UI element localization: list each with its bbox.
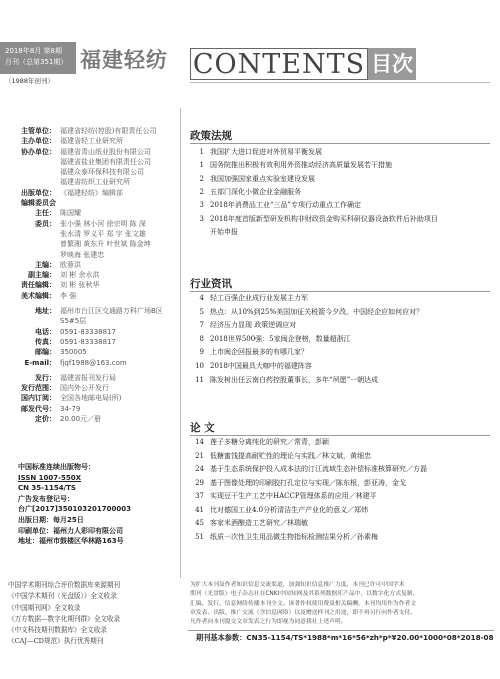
issn: ISSN 1007-550X <box>18 473 82 482</box>
toc-page-number: 1 <box>199 148 204 156</box>
info-label: 电话： <box>35 327 56 336</box>
info-label: 委员： <box>35 219 56 228</box>
distribution-row <box>0 393 182 403</box>
info-row <box>0 157 182 167</box>
contact-row <box>0 327 182 337</box>
publish-date: 出版日期：每月25日 <box>18 515 84 524</box>
distribution-row <box>0 404 182 414</box>
info-row <box>0 291 182 301</box>
info-value: fjqf1988@163.com <box>60 358 127 367</box>
contact-row <box>0 306 182 316</box>
info-value: 李 强 <box>60 291 77 300</box>
toc-page-number: 21 <box>195 451 204 460</box>
toc-page-number: 45 <box>195 519 204 527</box>
toc-title: 纸质一次性卫生用品微生物指标检测结果分析／孙素梅 <box>210 532 378 541</box>
column-divider <box>180 108 181 578</box>
info-value: 《福建轻纺》编辑部 <box>60 188 123 197</box>
info-value: 34-79 <box>60 404 81 413</box>
toc-title: 上市闽企回报最多的有哪几家？ <box>210 348 308 357</box>
info-label: 定价： <box>35 415 56 424</box>
toc-page-number: 11 <box>195 375 204 384</box>
info-label: 邮编： <box>35 348 56 357</box>
toc-page-number: 10 <box>195 362 204 370</box>
info-row <box>0 260 182 270</box>
info-value: 全国各地邮电局(所) <box>60 394 122 403</box>
toc-title: 2018年消费品工业“三品”专项行动重点工作确定 <box>210 201 361 210</box>
ad-registration-number: 台广[2017]350103201700003 <box>18 505 131 514</box>
notice-line: 汇编、发行、信息网络传播本刊全文。该著作权使用费及相关稿酬，本刊均用作为作者文 <box>190 600 417 607</box>
toc-entry[interactable] <box>190 292 308 306</box>
toc-entry[interactable] <box>190 226 238 240</box>
info-row <box>0 208 182 218</box>
toc-title: 低糖蜜饯提高耐贮性的理论与实践／林文斌，黄细忠 <box>210 451 371 460</box>
toc-page-number: 29 <box>195 478 204 487</box>
info-value: 刘 彬 余水洪 <box>60 271 100 280</box>
info-label: 地址： <box>35 307 56 316</box>
contact-row <box>0 316 182 326</box>
distribution-row <box>0 383 182 393</box>
info-label <box>0 157 56 167</box>
toc-title: 2018中国最具大咖中的福建阵容 <box>210 362 312 370</box>
info-label: 发行： <box>35 373 56 382</box>
toc-entry[interactable] <box>190 531 378 545</box>
section-title-policy: 政策法规 <box>190 130 232 142</box>
issue-box <box>0 42 76 74</box>
toc-page-number: 41 <box>195 505 204 514</box>
info-row <box>0 177 182 187</box>
section-title-papers: 论 文 <box>190 422 215 434</box>
indexing-item: 中国学术期刊综合评价数据库来源期刊 <box>8 581 121 589</box>
toc-entry[interactable] <box>190 319 296 333</box>
info-label: 主任： <box>35 209 56 218</box>
info-label <box>0 229 56 239</box>
info-label: 发行范围： <box>21 384 56 393</box>
indexing-item: 《万方数据—数字化期刊群》全文收录 <box>8 614 121 623</box>
toc-entry[interactable] <box>190 173 315 187</box>
toc-entry[interactable] <box>190 504 368 518</box>
notice-line: 凡作者向本刊提交文章发表之行为即视为同意我社上述声明。 <box>190 619 347 626</box>
info-row <box>0 219 182 229</box>
distribution-row <box>0 373 182 383</box>
info-value: S5#5层 <box>60 317 87 326</box>
info-label: 主办单位： <box>21 137 56 146</box>
info-label: 传真： <box>35 337 56 346</box>
info-label: 国内订阅： <box>21 394 56 403</box>
toc-page-number: 7 <box>199 321 204 330</box>
toc-title: 莲子多糖分离纯化的研究／常青，彭颖 <box>210 438 329 446</box>
toc-page-number: 5 <box>199 307 204 316</box>
info-label: 出版单位： <box>21 188 56 197</box>
info-label: 协办单位： <box>21 147 56 156</box>
toc-title: 2018世界500强：5家闽企登榜，数量超浙江 <box>210 334 351 343</box>
indexing-item: 《中国期刊网》全文收录 <box>8 603 81 612</box>
toc-title: 经济压力显现 政策逆调应对 <box>210 321 297 330</box>
toc-page-number: 9 <box>199 348 204 357</box>
info-value: 福建省盐业集团有限责任公司 <box>60 157 151 166</box>
toc-title: 2018年度首版新型研发机构非财政资金购买科研仪器设备软件后补助项目 <box>210 214 438 223</box>
ad-registration-label: 广告发布登记号： <box>18 494 74 503</box>
toc-entry[interactable] <box>190 333 351 347</box>
info-value: 福建省轻工业研究所 <box>60 137 123 146</box>
info-value: 福建众泰环保科技有限公司 <box>60 168 144 177</box>
toc-title: 轻工百强企业成行业发展主力军 <box>210 294 308 302</box>
info-row <box>0 126 182 136</box>
info-label <box>0 177 56 187</box>
contact-row <box>0 337 182 347</box>
info-row <box>0 188 182 198</box>
toc-entry[interactable] <box>190 517 308 531</box>
info-row <box>0 229 182 239</box>
toc-page-number: 24 <box>195 465 204 473</box>
toc-title: 热点：从10%到25%美国加征关税箭今夕改。中国经企应如何应对？ <box>210 307 424 316</box>
indexing-list <box>8 580 188 648</box>
toc-page-number: 14 <box>195 438 204 446</box>
distribution-row <box>0 414 182 424</box>
info-row <box>0 147 182 157</box>
toc-title: 基于图像处理的印刷胶打孔定位与实现／陈东根，彭亚涛，金戈 <box>210 478 406 487</box>
contact-row <box>0 358 182 368</box>
toc-entry[interactable] <box>190 490 377 504</box>
toc-page-number: 3 <box>199 214 204 223</box>
info-label <box>0 239 56 249</box>
info-label <box>0 316 56 326</box>
toc-entry[interactable] <box>190 360 312 374</box>
info-value: 20.00元／册 <box>60 415 102 424</box>
toc-entry[interactable] <box>190 306 423 320</box>
info-value: 350005 <box>60 348 87 357</box>
toc-entry[interactable] <box>190 374 378 388</box>
toc-page-number: 2 <box>199 187 204 196</box>
indexing-item: 《中国学术期刊（光盘版）》全文收录 <box>8 592 117 601</box>
info-value: 0591-83338817 <box>60 337 116 346</box>
publication-info <box>18 462 178 547</box>
toc-entry[interactable] <box>190 199 361 213</box>
toc-entry[interactable] <box>190 159 392 173</box>
toc-entry[interactable] <box>190 450 371 464</box>
info-label: 责任编辑： <box>21 281 56 290</box>
info-label <box>0 250 56 260</box>
toc-title: 实现豆干生产工艺中HACCP管理体系的应用／林建平 <box>210 492 377 500</box>
info-value: 福建省青山纸业股份有限公司 <box>60 147 151 156</box>
toc-page-number: 4 <box>199 294 204 302</box>
info-label: 邮发代号： <box>21 404 56 413</box>
printer-address: 地址：福州市鼓楼区华林路163号 <box>18 537 124 546</box>
info-value: 张小强 林小河 徐宗明 陈 深 <box>60 219 146 228</box>
info-value: 福建省报刊发行局 <box>60 373 116 382</box>
founded-year: （1988年创刊） <box>5 77 55 85</box>
header-divider <box>190 82 490 83</box>
toc-title: 国务院推出积极有效利用外资推动经济高质量发展若干措施 <box>210 161 392 170</box>
masthead-info <box>0 126 182 424</box>
info-value: 陈国耀 <box>60 209 81 218</box>
toc-title: 我国扩大进口促进对外贸易平衡发展 <box>210 148 322 156</box>
contents-title-en: CONTENTS <box>190 48 368 80</box>
info-label: 美术编辑： <box>21 291 56 300</box>
info-row <box>0 250 182 260</box>
info-value: 福州市台江区交通路万科广场B区 <box>60 307 163 316</box>
toc-entry[interactable] <box>190 346 308 360</box>
info-value <box>56 198 60 208</box>
toc-title: 开始申报 <box>210 227 238 236</box>
issue-line-2: 月刊（总第351期） <box>5 58 68 66</box>
toc-title: 基于生态系统保护投入成本法的汀江流域生态补偿标准核算研究／方磊 <box>210 465 427 473</box>
info-row <box>0 136 182 146</box>
toc-entry[interactable] <box>190 477 406 491</box>
toc-page-number: 51 <box>195 532 204 541</box>
info-value: 欧蓉洪 <box>60 260 81 269</box>
info-value: 刘 彬 张秋华 <box>60 281 100 290</box>
notice-line: 章发表、出版、推广交流（含信息网络）以及赠送样刊之用途，即不再另行向作者支付。 <box>190 609 417 616</box>
info-label: E-mail： <box>24 358 56 367</box>
copyright-notice <box>190 581 490 627</box>
section-title-industry: 行业资讯 <box>190 278 232 290</box>
issue-line-1: 2018年8月 第8期 <box>5 47 62 55</box>
toc-entry[interactable] <box>190 436 329 450</box>
info-label: 副主编： <box>28 271 56 280</box>
info-row <box>0 167 182 177</box>
section-rule-policy <box>190 143 490 144</box>
magazine-name: 福建轻纺 <box>80 47 168 72</box>
info-row <box>0 198 182 208</box>
toc-title: 我国加强国家重点实验室建设发展 <box>210 174 315 183</box>
info-row <box>0 239 182 249</box>
periodical-parameters: 期刊基本参数：CN35-1154/TS*1988*m*16*56*zh*p*¥20.00*1000*08*2018-08 <box>188 630 494 643</box>
toc-entry[interactable] <box>190 213 438 227</box>
info-value: 罗映海 张建忠 <box>60 250 105 259</box>
info-value: 曾繁湘 黄东升 叶世斌 陈金坤 <box>60 240 151 249</box>
indexing-item: 《CAJ—CD规范》执行优秀期刊 <box>8 637 104 646</box>
toc-entry[interactable] <box>190 463 427 477</box>
toc-title: 陈发树出任云南白药控股董事长，多年“夙愿”一朝达成 <box>210 375 379 384</box>
info-value: 福建省纺织工业研究所 <box>60 178 130 187</box>
info-label <box>0 167 56 177</box>
toc-title: 五部门深化小微企业金融服务 <box>210 187 301 196</box>
toc-title: 客家米酒酿造工艺研究／林瑞敏 <box>210 519 308 527</box>
toc-entry[interactable] <box>190 146 322 160</box>
indexing-item: 《中文科技期刊数据库》全文收录 <box>8 626 107 635</box>
toc-page-number: 3 <box>199 201 204 210</box>
info-value: 国内外公开发行 <box>60 384 109 393</box>
info-value: 福建省轻纺(控股)有限责任公司 <box>60 127 157 135</box>
toc-page-number: 1 <box>199 161 204 170</box>
info-label: 主管单位： <box>21 127 56 135</box>
cn-number: CN 35-1154/TS <box>18 484 76 493</box>
info-label: 编辑委员会 <box>21 199 56 208</box>
toc-title: 比对德国工业4.0分析清洁生产产业化的意义／郑炜 <box>210 505 369 514</box>
toc-page-number: 37 <box>195 492 204 500</box>
info-value: 张水清 罗义平 郑 宇 张文雄 <box>60 229 146 238</box>
toc-page-number: 8 <box>199 334 204 343</box>
info-label: 主编： <box>35 260 56 269</box>
info-row <box>0 270 182 280</box>
contact-row <box>0 347 182 357</box>
printer: 印刷单位：福州力人彩印有限公司 <box>18 526 123 535</box>
toc-page-number: 2 <box>199 174 204 183</box>
serial-number-label: 中国标准连续出版物号： <box>18 463 95 471</box>
info-value: 0591-83338817 <box>60 327 116 336</box>
toc-entry[interactable] <box>190 186 301 200</box>
notice-line: 期刊（光盘版）电子杂志社在CNKI中国知网及其系列数据库产品中，以数字化方式复制、 <box>190 591 419 598</box>
notice-line: 为扩大本刊及作者知识信息交流渠道，加强知识信息推广力度，本刊已许可中国学术 <box>190 582 405 588</box>
contents-title-cn: 目次 <box>368 48 416 80</box>
info-row <box>0 280 182 290</box>
